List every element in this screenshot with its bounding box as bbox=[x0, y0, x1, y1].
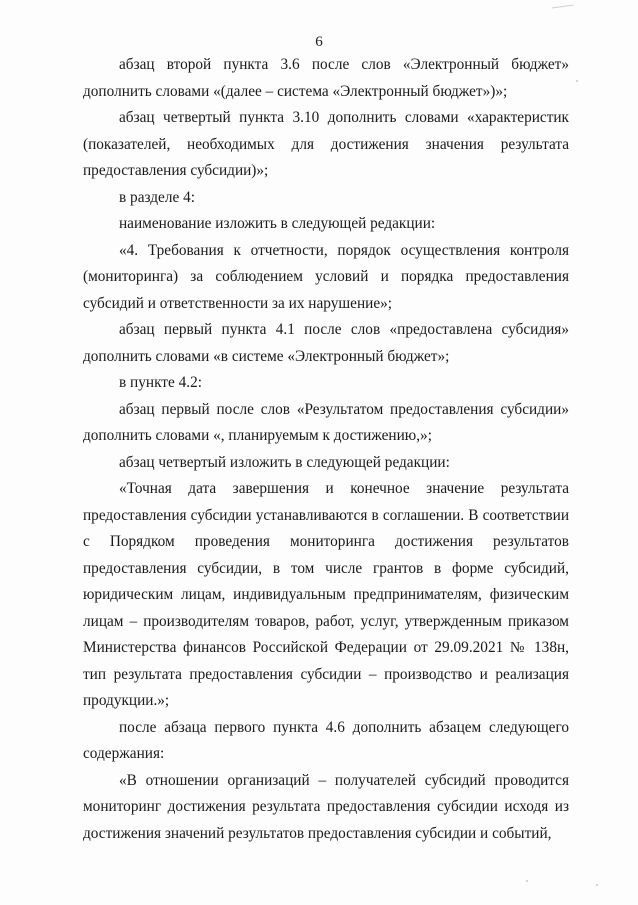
paragraph: «4. Требования к отчетности, порядок осуществления контроля (мониторинга) за соблюдением условий и порядка предоставления субсидий и ответственности за их нарушение»; bbox=[83, 241, 569, 312]
paragraph: в разделе 4: bbox=[119, 188, 195, 206]
scan-artifact bbox=[552, 4, 574, 11]
paragraph: «Точная дата завершения и конечное значение результата предоставления субсидии устанавливаются в соглашении. В соответствии с Порядком проведения мониторинга достижения результатов предоставления субсидии, в том числе грантов в форме субсидий, юридическим лицам, индивидуальным предпринимателям, физическим лицам – производителям товаров, работ, услуг, утвержденным приказом Министерства финансов Российской Федерации от 29.09.2021 № 138н, тип результата предоставления субсидии – производство и реализация продукции.»; bbox=[83, 480, 569, 709]
paragraph: абзац первый пункта 4.1 после слов «предоставлена субсидия» дополнить словами «в системе «Электронный бюджет»; bbox=[83, 321, 569, 365]
paragraph: абзац второй пункта 3.6 после слов «Электронный бюджет» дополнить словами «(далее – система «Электронный бюджет»)»; bbox=[83, 56, 569, 100]
paragraph: после абзаца первого пункта 4.6 дополнить абзацем следующего содержания: bbox=[83, 718, 569, 762]
document-body bbox=[83, 52, 569, 847]
scan-artifact bbox=[596, 884, 598, 886]
scan-artifact bbox=[526, 880, 528, 882]
scan-artifact bbox=[576, 80, 578, 82]
paragraph: «В отношении организаций – получателей субсидий проводится мониторинг достижения результата предоставления субсидии исходя из достижения значений результатов предоставления субсидии и событий, bbox=[83, 771, 569, 842]
paragraph: абзац четвертый пункта 3.10 дополнить словами «характеристик (показателей, необходимых для достижения значения результата предоставления субсидии)»; bbox=[83, 109, 569, 179]
paragraph: наименование изложить в следующей редакции: bbox=[119, 215, 436, 232]
paragraph: абзац первый после слов «Результатом предоставления субсидии» дополнить словами «, планируемым к достижению,»; bbox=[83, 400, 569, 444]
paragraph: абзац четвертый изложить в следующей редакции: bbox=[119, 453, 450, 471]
page-number: 6 bbox=[315, 34, 323, 50]
paragraph: в пункте 4.2: bbox=[119, 374, 202, 391]
